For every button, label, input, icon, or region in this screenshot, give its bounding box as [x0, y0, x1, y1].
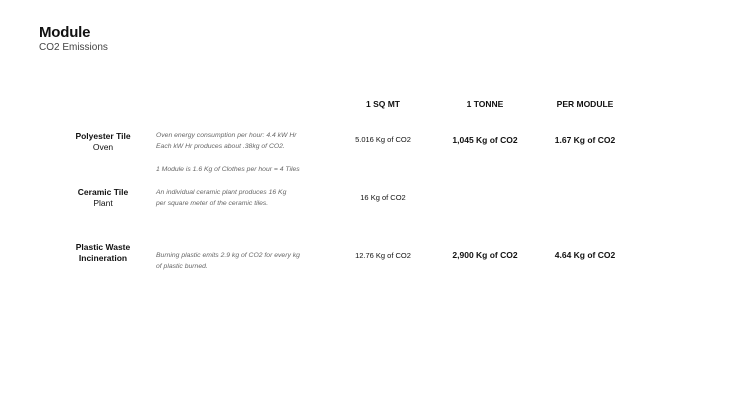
value-per-module: 4.64 Kg of CO2 — [554, 250, 616, 260]
module-note: 1 Module is 1.6 Kg of Clothes per hour = 4 Tiles — [156, 166, 300, 173]
row-name-line: Incineration — [78, 253, 128, 263]
row-note — [156, 130, 326, 152]
note-line: Each kW Hr produces about .38kg of CO2. — [156, 143, 285, 150]
row-note — [156, 250, 336, 272]
value-sqmt: 5.016 Kg of CO2 — [355, 135, 411, 144]
note-line: An individual ceramic plant produces 16 Kg — [156, 189, 287, 196]
row-name: Polyester Tile — [75, 131, 131, 141]
row-subname: Plant — [93, 198, 113, 208]
value-tonne: 2,900 Kg of CO2 — [452, 250, 518, 260]
page-title: Module — [39, 24, 91, 41]
column-header-per-module: PER MODULE — [556, 99, 614, 109]
row-label-plastic-waste-incineration — [58, 242, 148, 264]
note-line: per square meter of the ceramic tiles. — [156, 200, 269, 207]
note-line: of plastic burned. — [156, 263, 208, 270]
note-line: Oven energy consumption per hour: 4.4 kW Hr — [156, 132, 297, 139]
column-header-sqmt: 1 SQ MT — [365, 99, 400, 109]
row-label-ceramic-tile — [58, 187, 148, 209]
value-tonne: 1,045 Kg of CO2 — [452, 135, 518, 145]
value-sqmt: 12.76 Kg of CO2 — [355, 251, 411, 260]
row-label-polyester-tile — [58, 131, 148, 153]
value-per-module: 1.67 Kg of CO2 — [554, 135, 616, 145]
row-name-line: Plastic Waste — [75, 242, 131, 252]
page-subtitle: CO2 Emissions — [39, 42, 108, 53]
row-name: Ceramic Tile — [77, 187, 129, 197]
note-line: Burning plastic emits 2.9 kg of CO2 for every kg — [156, 252, 300, 259]
value-sqmt: 16 Kg of CO2 — [360, 193, 406, 202]
row-subname: Oven — [92, 142, 114, 152]
row-note — [156, 187, 326, 209]
column-header-tonne: 1 TONNE — [466, 99, 504, 109]
